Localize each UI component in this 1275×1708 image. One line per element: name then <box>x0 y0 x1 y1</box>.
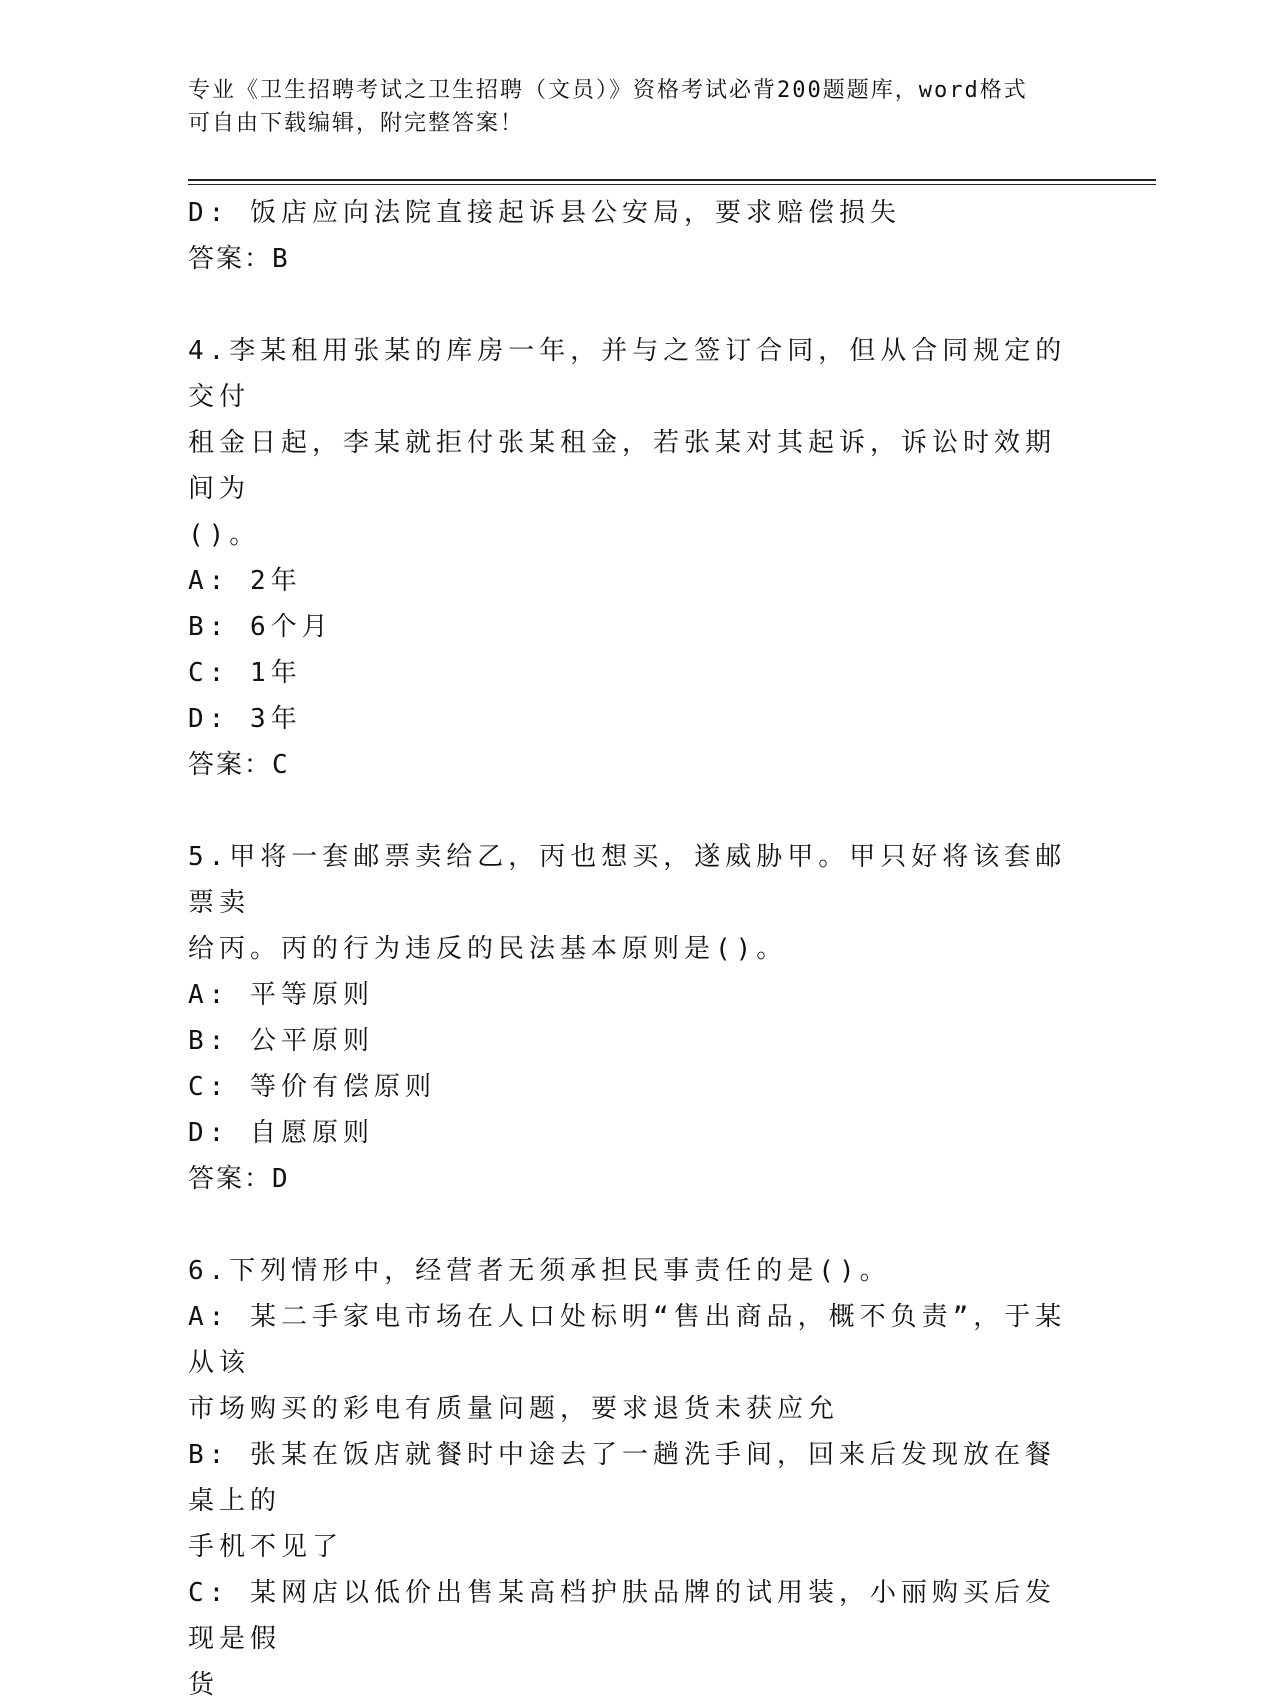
carryover-option-d: D: 饭店应向法院直接起诉县公安局，要求赔偿损失 <box>188 198 901 228</box>
question-5-line-2: 给丙。丙的行为违反的民法基本原则是()。 <box>188 934 788 964</box>
header-rule-thick <box>188 179 1156 181</box>
question-6-option-c-line-1: C: 某网店以低价出售某高档护肤品牌的试用装，小丽购买后发现是假 <box>188 1578 1056 1654</box>
question-4-option-c: C: 1年 <box>188 658 302 688</box>
question-4-option-b: B: 6个月 <box>188 612 333 642</box>
question-4-line-1: 4.李某租用张某的库房一年，并与之签订合同，但从合同规定的交付 <box>188 336 1067 412</box>
question-5-line-1: 5.甲将一套邮票卖给乙，丙也想买，遂威胁甲。甲只好将该套邮票卖 <box>188 842 1067 918</box>
header-line-1: 专业《卫生招聘考试之卫生招聘（文员）》资格考试必背200题题库，word格式 <box>188 78 1028 103</box>
question-6 <box>188 1202 1078 1708</box>
carryover-answer: 答案：B <box>188 244 290 274</box>
question-4-option-d: D: 3年 <box>188 704 302 734</box>
question-5-option-a: A: 平等原则 <box>188 980 374 1010</box>
header-rule-thin <box>188 184 1156 185</box>
document-body <box>188 190 1078 1708</box>
question-6-option-a-line-2: 市场购买的彩电有质量问题，要求退货未获应允 <box>188 1394 840 1424</box>
question-6-line-1: 6.下列情形中，经营者无须承担民事责任的是()。 <box>188 1256 891 1286</box>
question-5 <box>188 788 1078 1202</box>
document-header <box>188 74 1068 140</box>
question-6-option-a-line-1: A: 某二手家电市场在人口处标明“售出商品，概不负责”，于某从该 <box>188 1302 1067 1378</box>
question-4-line-2: 租金日起，李某就拒付张某租金，若张某对其起诉，诉讼时效期间为 <box>188 428 1057 504</box>
question-5-answer: 答案：D <box>188 1164 290 1194</box>
question-5-option-c: C: 等价有偿原则 <box>188 1072 436 1102</box>
question-5-option-b: B: 公平原则 <box>188 1026 374 1056</box>
header-line-2: 可自由下载编辑，附完整答案！ <box>188 111 525 136</box>
question-6-option-c-line-2: 货 <box>188 1670 220 1700</box>
question-6-option-b-line-2: 手机不见了 <box>188 1532 344 1562</box>
question-5-option-d: D: 自愿原则 <box>188 1118 374 1148</box>
question-4-line-3: ()。 <box>188 520 261 550</box>
question-4 <box>188 282 1078 788</box>
question-4-answer: 答案：C <box>188 750 290 780</box>
question-4-option-a: A: 2年 <box>188 566 302 596</box>
question-6-option-b-line-1: B: 张某在饭店就餐时中途去了一趟洗手间，回来后发现放在餐桌上的 <box>188 1440 1056 1516</box>
